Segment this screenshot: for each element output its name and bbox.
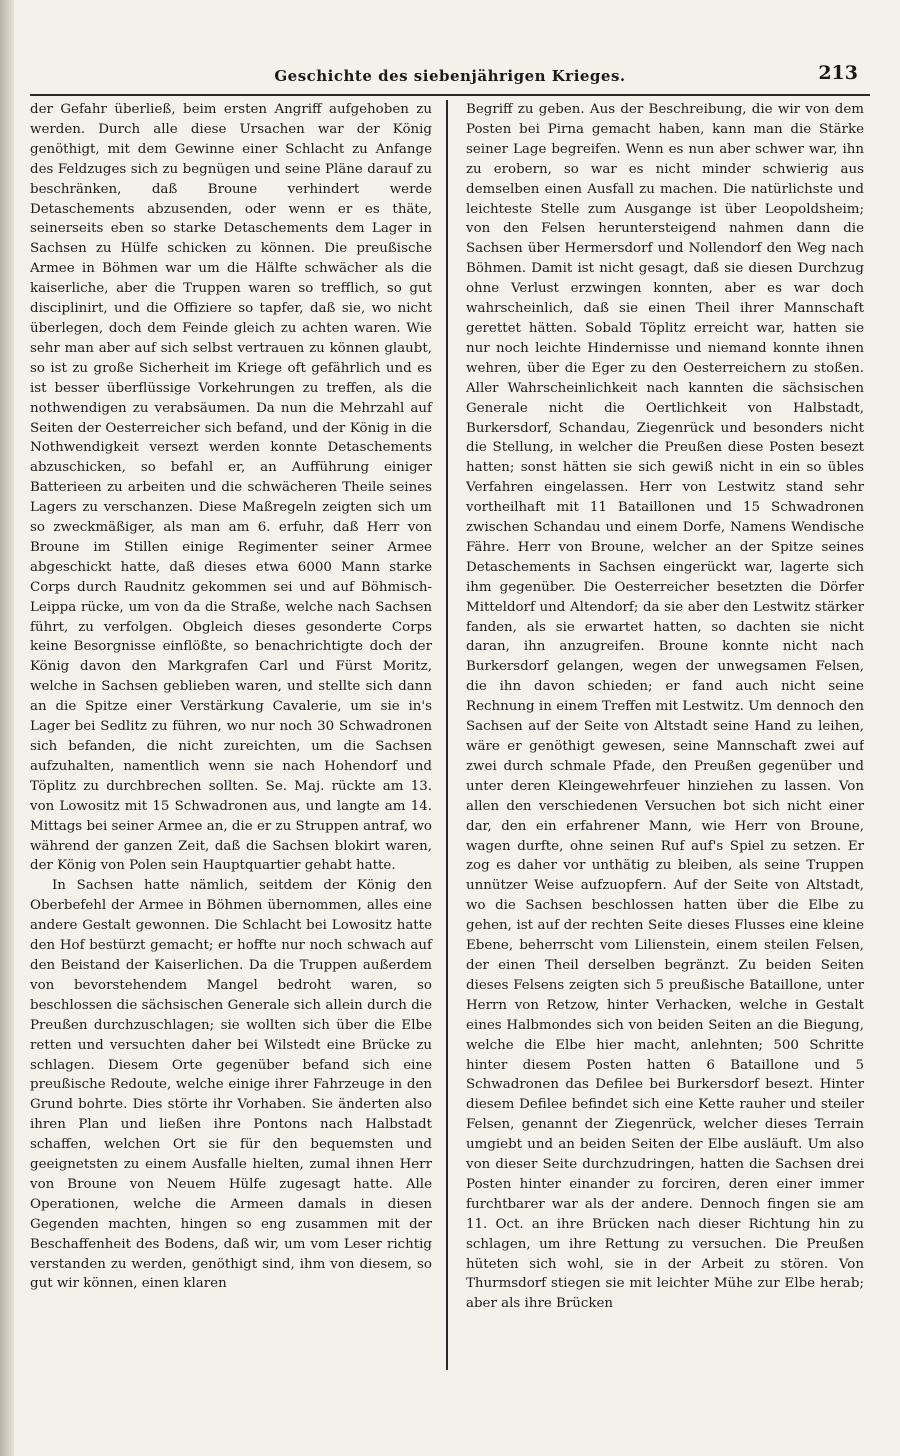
text-columns (30, 100, 870, 1370)
paragraph: Begriff zu geben. Aus der Beschreibung, die wir von dem Posten bei Pirna gemacht haben, kann man die Stärke seiner Lage begreifen. Wenn es nun aber schwer war, ihn zu erobern, so war es nicht minder schwierig aus demselben einen Ausfall zu machen. Die natürlichste und leichteste Stelle zum Ausgange ist über Leopoldsheim; von den Felsen heruntersteigend nahmen dann die Sachsen über Hermersdorf und Nollendorf den Weg nach Böhmen. Damit ist nicht gesagt, daß sie diesen Durchzug ohne Verlust erzwingen konnten, aber es war doch wahrscheinlich, daß sie einen Theil ihrer Mannschaft gerettet hätten. Sobald Töplitz erreicht war, hatten sie nur noch leichte Hindernisse und niemand konnte ihnen wehren, über die Eger zu den Oesterreichern zu stoßen. Aller Wahrscheinlichkeit nach kannten die sächsischen Generale nicht die Oertlichkeit von Halbstadt, Burkersdorf, Schandau, Ziegenrück und besonders nicht die Stellung, in welcher die Preußen diese Posten besezt hatten; sonst hätten sie sich gewiß nicht in ein so übles Verfahren eingelassen. Herr von Lestwitz stand sehr vortheilhaft mit 11 Bataillonen und 15 Schwadronen zwischen Schandau und einem Dorfe, Namens Wendische Fähre. Herr von Broune, welcher an der Spitze seines Detaschements in Sachsen eingerückt war, lagerte sich ihm gegenüber. Die Oesterreicher besetzten die Dörfer Mitteldorf und Altendorf; da sie aber den Lestwitz stärker fanden, als sie erwartet hatten, so dachten sie nicht daran, ihn anzugreifen. Broune konnte nicht nach Burkersdorf gelangen, wegen der unwegsamen Felsen, die ihn davon schieden; er fand auch nicht seine Rechnung in einem Treffen mit Lestwitz. Um dennoch den Sachsen auf der Seite von Altstadt seine Hand zu leihen, wäre er genöthigt gewesen, seine Mannschaft zwei auf zwei durch schmale Pfade, den Preußen gegenüber und unter deren Kleingewehrfeuer hinziehen zu lassen. Von allen den verschiedenen Versuchen bot sich nicht einer dar, den ein erfahrener Mann, wie Herr von Broune, wagen durfte, ohne seinen Ruf auf's Spiel zu setzen. Er zog es daher vor unthätig zu bleiben, als seine Truppen unnützer Weise aufzuopfern. Auf der Seite von Altstadt, wo die Sachsen beschlossen hatten über die Elbe zu gehen, ist auf der rechten Seite dieses Flusses eine kleine Ebene, beherrscht vom Lilienstein, einem steilen Felsen, der einen Theil derselben begränzt. Zu beiden Seiten dieses Felsens zeigten sich 5 preußische Bataillone, unter Herrn von Retzow, hinter Verhacken, welche in Gestalt eines Halbmondes sich von beiden Seiten an die Biegung, welche die Elbe hier macht, anlehnten; 500 Schritte hinter diesem Posten hatten 6 Bataillone und 5 Schwadronen das Defilee bei Burkersdorf besezt. Hinter diesem Defilee befindet sich eine Kette rauher und steiler Felsen, genannt der Ziegenrück, welcher dieses Terrain umgiebt und an beiden Seiten der Elbe ausläuft. Um also von dieser Seite durchzudringen, hatten die Sachsen drei Posten hinter einander zu forciren, deren einer immer furchtbarer war als der andere. Dennoch fingen sie am 11. Oct. an ihre Brücken nach dieser Richtung hin zu schlagen, um ihre Rettung zu versuchen. Die Preußen hüteten sich wohl, sie in der Arbeit zu stören. Von Thurmsdorf stiegen sie mit leichter Mühe zur Elbe herab; aber als ihre Brücken (466, 102, 864, 1312)
page-header (30, 58, 870, 96)
column-divider (446, 100, 448, 1370)
page-number: 213 (818, 62, 858, 84)
paragraph: der Gefahr überließ, beim ersten Angriff aufgehoben zu werden. Durch alle diese Ursachen war der König genöthigt, mit dem Gewinne einer Schlacht zu Anfange des Feldzuges sich zu begnügen und seine Pläne darauf zu beschränken, daß Broune verhindert werde Detaschements abzusenden, oder wenn er es thäte, seinerseits eben so starke Detaschements dem Lager in Sachsen zu Hülfe schicken zu können. Die preußische Armee in Böhmen war um die Hälfte schwächer als die kaiserliche, aber die Truppen waren so trefflich, so gut disciplinirt, und die Offiziere so tapfer, daß sie, wo nicht überlegen, doch dem Feinde gleich zu achten waren. Wie sehr man aber auf sich selbst vertrauen zu können glaubt, so ist zu große Sicherheit im Kriege oft gefährlich und es ist besser überflüssige Vorkehrungen zu treffen, als die nothwendigen zu verabsäumen. Da nun die Mehrzahl auf Seiten der Oesterreicher sich befand, und der König in die Nothwendigkeit versezt werden konnte Detaschements abzuschicken, so befahl er, an Aufführung einiger Batterieen zu arbeiten und die schwächeren Theile seines Lagers zu verschanzen. Diese Maßregeln zeigten sich um so zweckmäßiger, als man am 6. erfuhr, daß Herr von Broune im Stillen einige Regimenter seiner Armee abgeschickt hatte, daß dieses etwa 6000 Mann starke Corps durch Raudnitz gekommen sei und auf Böhmisch-Leippa rücke, um von da die Straße, welche nach Sachsen führt, zu verfolgen. Obgleich dieses gesonderte Corps keine Besorgnisse einflößte, so benachrichtigte doch der König davon den Markgrafen Carl und Fürst Moritz, welche in Sachsen geblieben waren, und stellte sich dann an die Spitze einer Verstärkung Cavalerie, um sie in's Lager bei Sedlitz zu führen, wo nur noch 30 Schwadronen sich befanden, die nicht zureichten, um die Sachsen aufzuhalten, namentlich wenn sie nach Hohendorf und Töplitz zu durchbrechen sollten. Se. Maj. rückte am 13. von Lowositz mit 15 Schwadronen aus, und langte am 14. Mittags bei seiner Armee an, die er zu Struppen antraf, wo während der ganzen Zeit, daß die Sachsen blokirt waren, der König von Polen sein Hauptquartier gehabt hatte. (30, 102, 432, 874)
right-column (454, 100, 864, 1370)
running-title: Geschichte des siebenjährigen Krieges. (274, 67, 626, 85)
left-column (30, 100, 440, 1370)
paragraph: In Sachsen hatte nämlich, seitdem der König den Oberbefehl der Armee in Böhmen übernommen, alles eine andere Gestalt gewonnen. Die Schlacht bei Lowositz hatte den Hof bestürzt gemacht; er hoffte nur noch schwach auf den Beistand der Kaiserlichen. Da die Truppen außerdem von bevorstehendem Mangel bedroht waren, so beschlossen die sächsischen Generale sich allein durch die Preußen durchzuschlagen; sie wollten sich über die Elbe retten und versuchten daher bei Wilstedt eine Brücke zu schlagen. Diesem Orte gegenüber befand sich eine preußische Redoute, welche einige ihrer Fahrzeuge in den Grund bohrte. Dies störte ihr Vorhaben. Sie änderten also ihren Plan und ließen ihre Pontons nach Halbstadt schaffen, welchen Ort sie für den bequemsten und geeignetsten zu einem Ausfalle hielten, zumal ihnen Herr von Broune von Neuem Hülfe zugesagt hatte. Alle Operationen, welche die Armeen damals in diesen Gegenden machten, hingen so eng zusammen mit der Beschaffenheit des Bodens, daß wir, um vom Leser richtig verstanden zu werden, genöthigt sind, ihm von diesem, so gut wir können, einen klaren (30, 878, 432, 1292)
page-binding-edge (0, 0, 14, 1456)
